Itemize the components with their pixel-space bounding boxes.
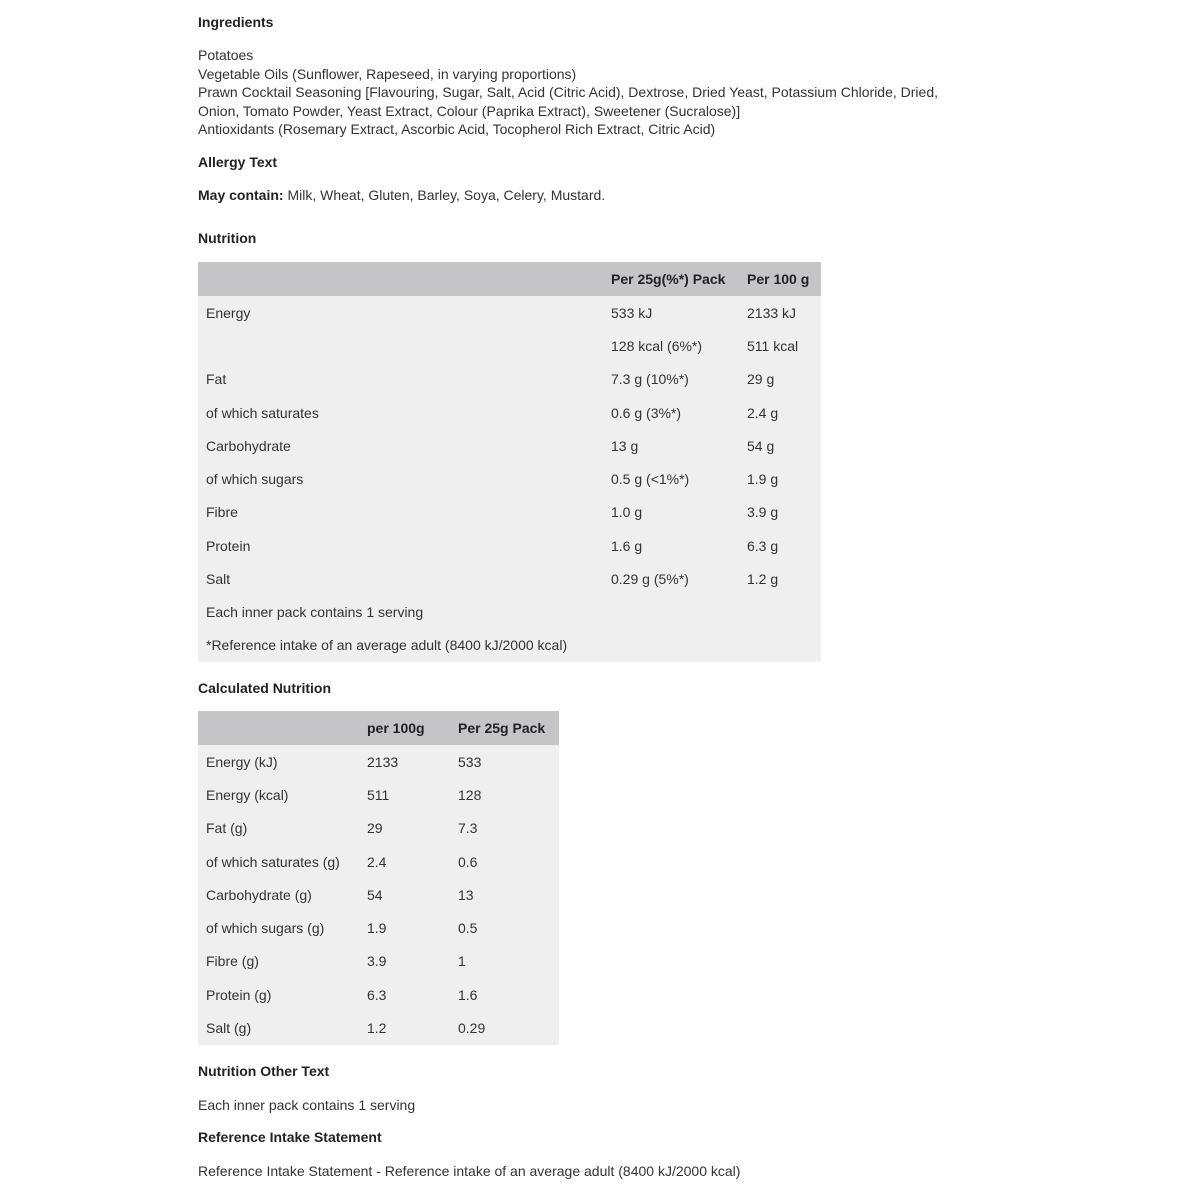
per100-value: 2133 kJ: [747, 304, 797, 321]
per100-value: 2.4 g: [747, 404, 779, 421]
nutrient-label: [198, 329, 603, 362]
nutrient-label: Protein (g): [206, 986, 272, 1003]
nutrition-other-heading: Nutrition Other Text: [198, 1063, 330, 1079]
nutrient-label: Fat: [206, 371, 227, 388]
pack-value: 0.29: [458, 1020, 486, 1037]
per100-value: 3.9: [367, 953, 387, 970]
table-row: [198, 529, 821, 562]
pack-value: 533 kJ: [611, 304, 653, 321]
nutrient-label: of which sugars: [206, 471, 304, 488]
allergy-label: May contain:: [198, 187, 284, 203]
pack-value: 128: [458, 786, 482, 803]
pack-value: 0.6: [458, 853, 478, 870]
per100-value: 29 g: [747, 371, 775, 388]
per100-value: 1.9: [367, 920, 387, 937]
nutrient-label: Salt (g): [206, 1020, 252, 1037]
per100-value: 2.4: [367, 853, 387, 870]
serving-note: Each inner pack contains 1 serving: [206, 604, 424, 621]
column-header: [198, 262, 603, 296]
per100-value: 1.2: [367, 1020, 387, 1037]
per100-value: 1.9 g: [747, 471, 779, 488]
table-row: [198, 296, 821, 329]
nutrient-label: of which saturates: [206, 404, 319, 421]
column-header: per 100g: [359, 711, 450, 745]
ingredient-line: Antioxidants (Rosemary Extract, Ascorbic Acid, Tocopherol Rich Extract, Citric Acid): [198, 121, 716, 137]
nutrient-label: of which sugars (g): [206, 920, 325, 937]
nutrient-label: Fibre: [206, 504, 238, 521]
table-row: [198, 1011, 559, 1044]
pack-value: 0.6 g (3%*): [611, 404, 682, 421]
table-header-row: [198, 262, 821, 296]
table-note-row: [198, 596, 821, 629]
per100-value: 6.3: [367, 986, 387, 1003]
table-row: [198, 945, 559, 978]
nutrition-heading: Nutrition: [198, 230, 257, 246]
column-header: Per 100 g: [739, 262, 821, 296]
per100-value: 29: [367, 820, 383, 837]
table-row: [198, 363, 821, 396]
nutrient-label: Protein: [206, 537, 251, 554]
column-header: Per 25g(%*) Pack: [603, 262, 739, 296]
nutrition-table: [198, 262, 821, 662]
pack-value: 0.5: [458, 920, 478, 937]
per100-value: 54: [367, 886, 383, 903]
nutrient-label: of which saturates (g): [206, 853, 340, 870]
table-row: [198, 911, 559, 944]
ingredients-list: [198, 46, 938, 139]
pack-value: 1.6 g: [611, 537, 643, 554]
reference-intake-text: Reference Intake Statement - Reference intake of an average adult (8400 kJ/2000 kcal): [198, 1163, 741, 1179]
nutrient-label: Fat (g): [206, 820, 248, 837]
pack-value: 1: [458, 953, 466, 970]
pack-value: 7.3: [458, 820, 478, 837]
reference-intake-heading: Reference Intake Statement: [198, 1129, 382, 1145]
column-header: [198, 711, 359, 745]
pack-value: 0.5 g (<1%*): [611, 471, 690, 488]
table-row: [198, 812, 559, 845]
nutrient-label: Energy (kcal): [206, 786, 289, 803]
pack-value: 13 g: [611, 437, 639, 454]
table-row: [198, 778, 559, 811]
pack-value: 0.29 g (5%*): [611, 571, 689, 588]
table-row: [198, 496, 821, 529]
ingredient-line: Prawn Cocktail Seasoning [Flavouring, Sugar, Salt, Acid (Citric Acid), Dextrose, Dried Yeast, Potassium Chloride, Dried,: [198, 84, 938, 100]
pack-value: 7.3 g (10%*): [611, 371, 689, 388]
ingredient-line: Potatoes: [198, 47, 254, 63]
nutrient-label: Salt: [206, 571, 231, 588]
per100-value: 3.9 g: [747, 504, 779, 521]
per100-value: 6.3 g: [747, 537, 779, 554]
table-row: [198, 878, 559, 911]
pack-value: 13: [458, 886, 474, 903]
reference-intake-note: *Reference intake of an average adult (8400 kJ/2000 kcal): [206, 637, 568, 654]
pack-value: 1.0 g: [611, 504, 643, 521]
allergy-text: [198, 187, 605, 203]
nutrient-label: Energy: [206, 304, 251, 321]
column-header: Per 25g Pack: [450, 711, 559, 745]
table-row: [198, 845, 559, 878]
table-row: [198, 429, 821, 462]
nutrient-label: Carbohydrate (g): [206, 886, 312, 903]
ingredient-line: Onion, Tomato Powder, Yeast Extract, Colour (Paprika Extract), Sweetener (Sucralose)]: [198, 102, 741, 119]
calculated-nutrition-heading: Calculated Nutrition: [198, 680, 332, 696]
nutrient-label: Energy (kJ): [206, 753, 278, 770]
per100-value: 54 g: [747, 437, 775, 454]
table-row: [198, 745, 559, 778]
per100-value: 511 kcal: [747, 337, 799, 354]
table-row: [198, 978, 559, 1011]
calculated-nutrition-table: [198, 711, 559, 1045]
pack-value: 533: [458, 753, 482, 770]
table-note-row: [198, 629, 821, 662]
table-row: [198, 396, 821, 429]
ingredient-line: Vegetable Oils (Sunflower, Rapeseed, in varying proportions): [198, 65, 577, 82]
table-row: [198, 562, 821, 595]
allergy-heading: Allergy Text: [198, 154, 278, 170]
table-row: [198, 329, 821, 362]
nutrition-other-text: Each inner pack contains 1 serving: [198, 1097, 416, 1113]
table-row: [198, 462, 821, 495]
per100-value: 511: [367, 786, 390, 803]
per100-value: 2133: [367, 753, 399, 770]
ingredients-heading: Ingredients: [198, 14, 274, 30]
nutrient-label: Fibre (g): [206, 953, 259, 970]
per100-value: 1.2 g: [747, 571, 779, 588]
allergy-list: Milk, Wheat, Gluten, Barley, Soya, Celery, Mustard.: [283, 187, 606, 203]
nutrient-label: Carbohydrate: [206, 437, 291, 454]
table-header-row: [198, 711, 559, 745]
pack-value: 1.6: [458, 986, 478, 1003]
pack-value: 128 kcal (6%*): [611, 337, 703, 354]
